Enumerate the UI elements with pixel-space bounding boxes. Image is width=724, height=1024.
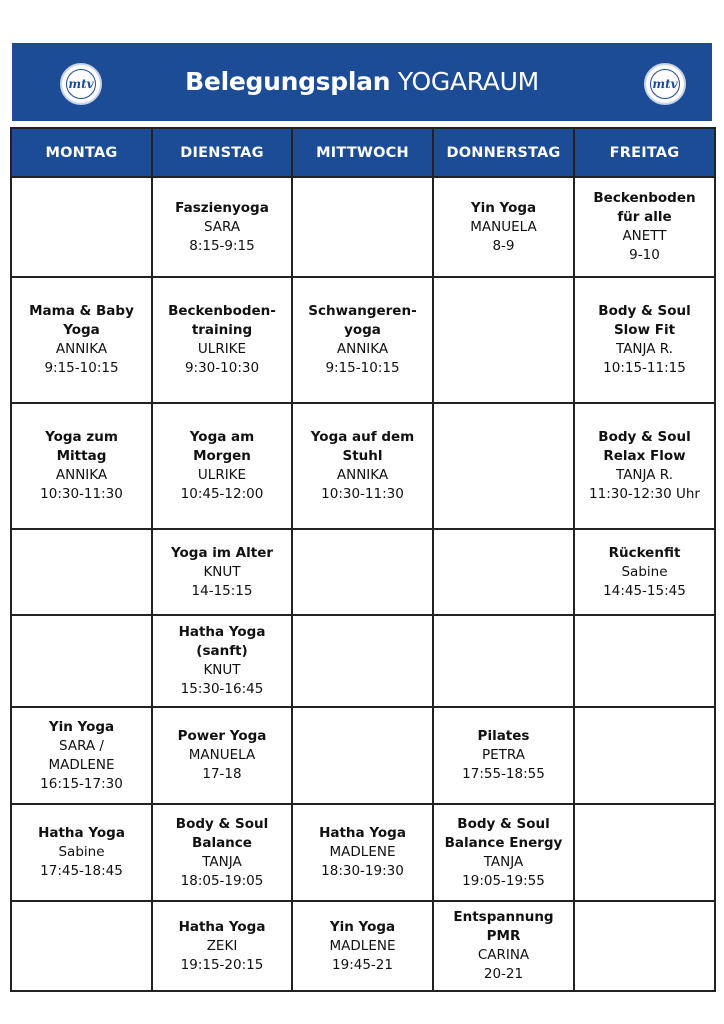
course-name: Body & Soul [598, 303, 691, 319]
day-header-tuesday: DIENSTAG [152, 128, 292, 177]
course-name: Yoga zum [45, 429, 118, 445]
course-name: Schwangeren- [308, 303, 417, 319]
course-time: 15:30-16:45 [180, 681, 264, 697]
course-name: Relax Flow [603, 448, 686, 464]
course-instructor: MANUELA [188, 747, 256, 763]
course-time: 20-21 [483, 966, 524, 982]
course-time: 17-18 [202, 766, 242, 782]
course-name: Hatha Yoga [38, 825, 125, 841]
course-slot-tuesday [152, 901, 292, 991]
logo-mark: mtv [652, 77, 678, 91]
course-time: 9:15-10:15 [44, 360, 119, 376]
course-time: 10:30-11:30 [40, 486, 123, 502]
empty-slot-friday [574, 804, 715, 901]
course-slot-tuesday [152, 403, 292, 529]
course-name: Mama & Baby [29, 303, 134, 319]
course-name: Yin Yoga [470, 199, 537, 216]
course-instructor: MADLENE [329, 844, 396, 860]
course-slot-tuesday [152, 177, 292, 277]
empty-slot-monday [11, 901, 152, 991]
course-instructor: TANJA [202, 853, 242, 870]
course-time: 8:15-9:15 [189, 237, 255, 254]
course-name: yoga [344, 322, 381, 338]
day-header-thursday: DONNERSTAG [433, 128, 574, 177]
course-name: Hatha Yoga [178, 624, 266, 640]
course-instructor: TANJA R. [616, 467, 673, 483]
day-header-wednesday: MITTWOCH [292, 128, 433, 177]
course-name: (sanft) [196, 643, 248, 659]
course-name: Body & Soul [175, 815, 269, 832]
course-name: Rückenfit [608, 544, 681, 561]
course-name: training [191, 322, 253, 338]
course-name: Balance [192, 834, 252, 851]
course-time: 11:30-12:30 Uhr [589, 486, 700, 502]
course-instructor: MANUELA [470, 218, 537, 235]
course-slot-monday [11, 277, 152, 403]
course-name: Yoga [63, 322, 100, 338]
course-instructor: ANNIKA [55, 467, 108, 483]
course-instructor: ULRIKE [197, 467, 247, 483]
empty-slot-friday [574, 707, 715, 804]
page-title [12, 67, 712, 97]
table-row [11, 529, 715, 615]
course-slot-tuesday [152, 277, 292, 403]
course-slot-thursday [433, 177, 574, 277]
empty-slot-thursday [433, 277, 574, 403]
table-row [11, 707, 715, 804]
course-name: Body & Soul [598, 429, 691, 445]
course-slot-wednesday [292, 901, 433, 991]
empty-slot-wednesday [292, 177, 433, 277]
schedule-table [10, 127, 716, 992]
course-time: 10:15-11:15 [603, 360, 686, 376]
table-row [11, 277, 715, 403]
course-instructor: ANNIKA [336, 341, 389, 357]
course-slot-monday [11, 707, 152, 804]
course-name: Power Yoga [177, 728, 267, 744]
schedule-body [11, 177, 715, 991]
course-instructor: Sabine [621, 563, 668, 580]
course-instructor: SARA / [59, 737, 104, 754]
course-name: Stuhl [342, 448, 383, 464]
course-name: Morgen [193, 448, 251, 464]
course-instructor: KNUT [203, 662, 241, 678]
empty-slot-wednesday [292, 529, 433, 615]
course-time: 8-9 [492, 237, 515, 254]
course-name: Yin Yoga [48, 718, 115, 735]
logo-mark: mtv [68, 77, 94, 91]
page-title-room: YOGARAUM [397, 67, 539, 96]
course-slot-monday [11, 804, 152, 901]
course-instructor: KNUT [203, 563, 241, 580]
course-name: Yoga im Alter [170, 544, 274, 561]
course-slot-friday [574, 277, 715, 403]
course-slot-thursday [433, 804, 574, 901]
course-instructor: Sabine [58, 844, 105, 860]
course-time: 18:05-19:05 [180, 872, 264, 889]
course-name: Hatha Yoga [319, 825, 406, 841]
course-instructor: MADLENE [329, 937, 396, 954]
course-instructor: TANJA [483, 853, 524, 870]
course-time: 14-15:15 [191, 582, 253, 599]
course-slot-monday [11, 403, 152, 529]
course-instructor: PETRA [482, 747, 525, 763]
course-instructor: ANNIKA [336, 467, 389, 483]
empty-slot-wednesday [292, 707, 433, 804]
course-slot-friday [574, 177, 715, 277]
course-slot-friday [574, 529, 715, 615]
course-instructor: CARINA [477, 947, 530, 963]
course-name: PMR [486, 928, 521, 944]
weekday-header-row [11, 128, 715, 177]
table-row [11, 804, 715, 901]
course-slot-tuesday [152, 707, 292, 804]
course-slot-wednesday [292, 804, 433, 901]
course-time: 16:15-17:30 [40, 775, 123, 792]
course-name: Slow Fit [613, 322, 676, 338]
course-instructor: ULRIKE [197, 341, 247, 357]
course-time: 17:45-18:45 [40, 863, 123, 879]
course-instructor: SARA [203, 218, 241, 235]
course-time: 19:15-20:15 [180, 956, 264, 973]
course-slot-wednesday [292, 403, 433, 529]
course-time: 17:55-18:55 [462, 766, 545, 782]
table-row [11, 901, 715, 991]
day-header-friday: FREITAG [574, 128, 715, 177]
course-name: Faszienyoga [175, 199, 269, 216]
course-name: Beckenboden- [168, 303, 276, 319]
course-name: Yoga am [189, 429, 255, 445]
empty-slot-friday [574, 901, 715, 991]
course-time: 14:45-15:45 [603, 582, 686, 599]
empty-slot-friday [574, 615, 715, 707]
course-name: Pilates [477, 728, 530, 744]
course-name: Hatha Yoga [178, 918, 266, 935]
day-header-monday: MONTAG [11, 128, 152, 177]
empty-slot-wednesday [292, 615, 433, 707]
course-name: Body & Soul [457, 815, 550, 832]
empty-slot-thursday [433, 615, 574, 707]
course-name: Beckenboden [593, 190, 696, 206]
course-slot-wednesday [292, 277, 433, 403]
table-row [11, 177, 715, 277]
empty-slot-thursday [433, 403, 574, 529]
course-time: 9:30-10:30 [184, 360, 260, 376]
course-time: 9:15-10:15 [325, 360, 400, 376]
table-row [11, 403, 715, 529]
course-slot-thursday [433, 707, 574, 804]
club-logo-icon [644, 63, 686, 105]
course-slot-tuesday [152, 529, 292, 615]
course-name: Entspannung [453, 909, 554, 925]
course-instructor: MADLENE [48, 756, 115, 773]
course-name: Balance Energy [444, 834, 563, 851]
course-time: 19:45-21 [332, 956, 393, 973]
course-time: 18:30-19:30 [321, 863, 404, 879]
course-time: 10:45-12:00 [180, 486, 264, 502]
course-slot-friday [574, 403, 715, 529]
table-row [11, 615, 715, 707]
header-banner [12, 43, 712, 121]
course-instructor: TANJA R. [616, 341, 673, 357]
course-name: für alle [617, 209, 672, 225]
course-instructor: ANETT [622, 228, 667, 244]
course-slot-thursday [433, 901, 574, 991]
page-title-bold: Belegungsplan [185, 67, 391, 96]
course-time: 10:30-11:30 [321, 486, 404, 502]
empty-slot-monday [11, 615, 152, 707]
empty-slot-monday [11, 529, 152, 615]
course-instructor: ANNIKA [55, 341, 108, 357]
course-instructor: ZEKI [206, 937, 238, 954]
course-slot-tuesday [152, 615, 292, 707]
course-time: 9-10 [629, 247, 660, 263]
empty-slot-thursday [433, 529, 574, 615]
course-name: Yin Yoga [329, 918, 396, 935]
empty-slot-monday [11, 177, 152, 277]
course-time: 19:05-19:55 [462, 872, 545, 889]
course-name: Mittag [56, 448, 107, 464]
course-name: Yoga auf dem [310, 429, 415, 445]
course-slot-tuesday [152, 804, 292, 901]
